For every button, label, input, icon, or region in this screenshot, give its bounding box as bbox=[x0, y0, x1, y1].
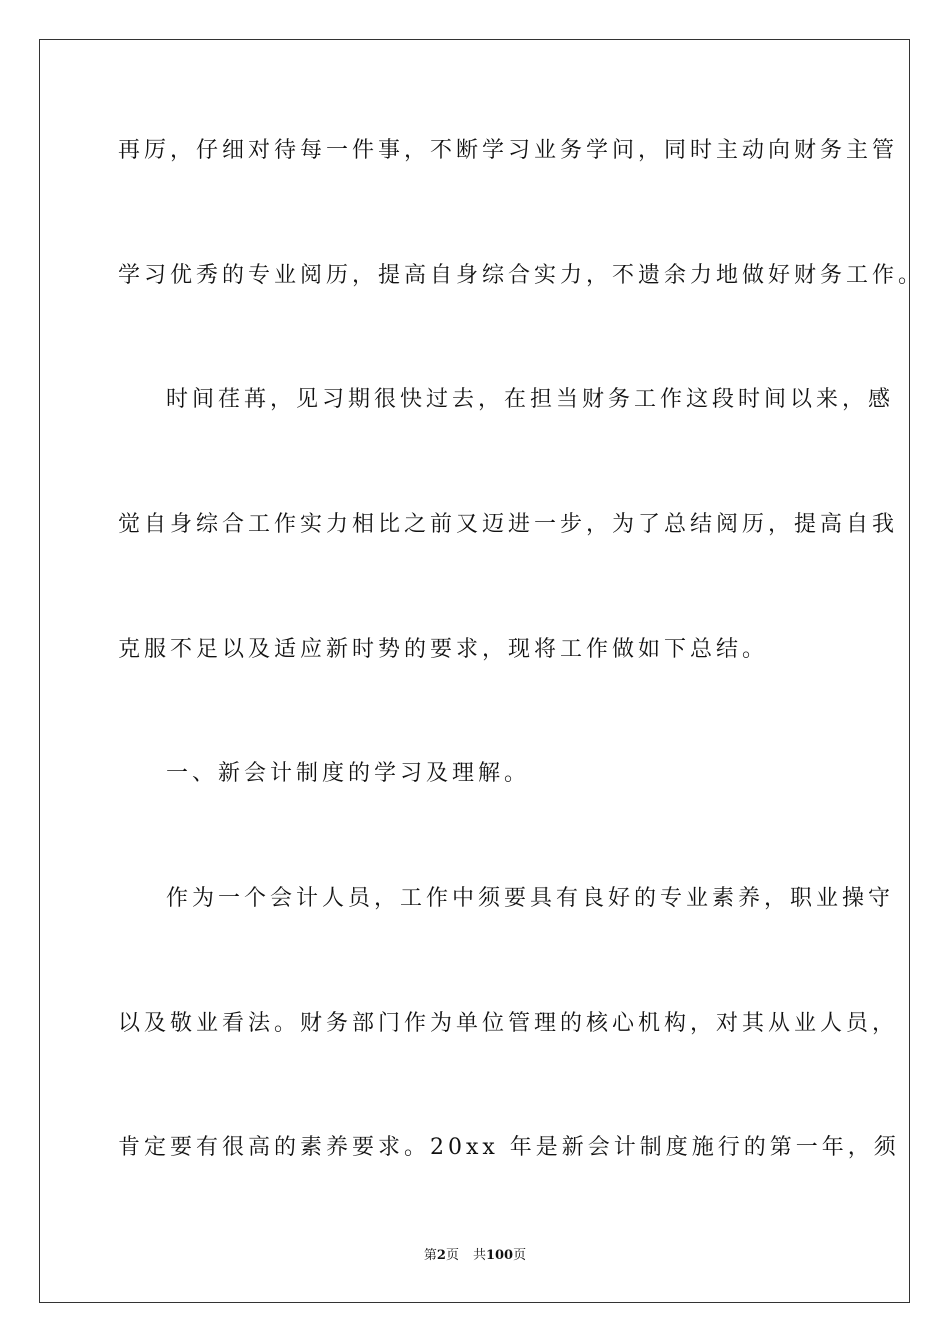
text-line-8: 以及敬业看法。财务部门作为单位管理的核心机构，对其从业人员， bbox=[118, 1011, 899, 1036]
footer-total-prefix: 共 bbox=[472, 1248, 486, 1263]
text-line-4: 觉自身综合工作实力相比之前又迈进一步，为了总结阅历，提高自我 bbox=[118, 512, 899, 537]
footer-page-suffix: 页 bbox=[445, 1248, 459, 1263]
text-line-2: 学习优秀的专业阅历，提高自身综合实力，不遗余力地做好财务工作。 bbox=[118, 263, 925, 288]
text-line-3: 时间荏苒，见习期很快过去，在担当财务工作这段时间以来，感 bbox=[166, 387, 895, 412]
text-line-7: 作为一个会计人员，工作中须要具有良好的专业素养，职业操守 bbox=[166, 886, 895, 911]
footer-prefix: 第 bbox=[423, 1248, 437, 1263]
footer-total-suffix: 页 bbox=[513, 1248, 527, 1263]
page-frame bbox=[39, 39, 910, 1303]
page-footer bbox=[0, 1247, 950, 1265]
total-page-count: 100 bbox=[485, 1248, 514, 1263]
text-line-1: 再厉，仔细对待每一件事，不断学习业务学问，同时主动向财务主管 bbox=[118, 138, 899, 163]
text-line-9: 肯定要有很高的素养要求。20xx 年是新会计制度施行的第一年，须 bbox=[118, 1135, 900, 1160]
current-page-number: 2 bbox=[436, 1248, 446, 1263]
text-line-5: 克服不足以及适应新时势的要求，现将工作做如下总结。 bbox=[118, 637, 769, 662]
section-heading: 一、新会计制度的学习及理解。 bbox=[166, 761, 531, 786]
